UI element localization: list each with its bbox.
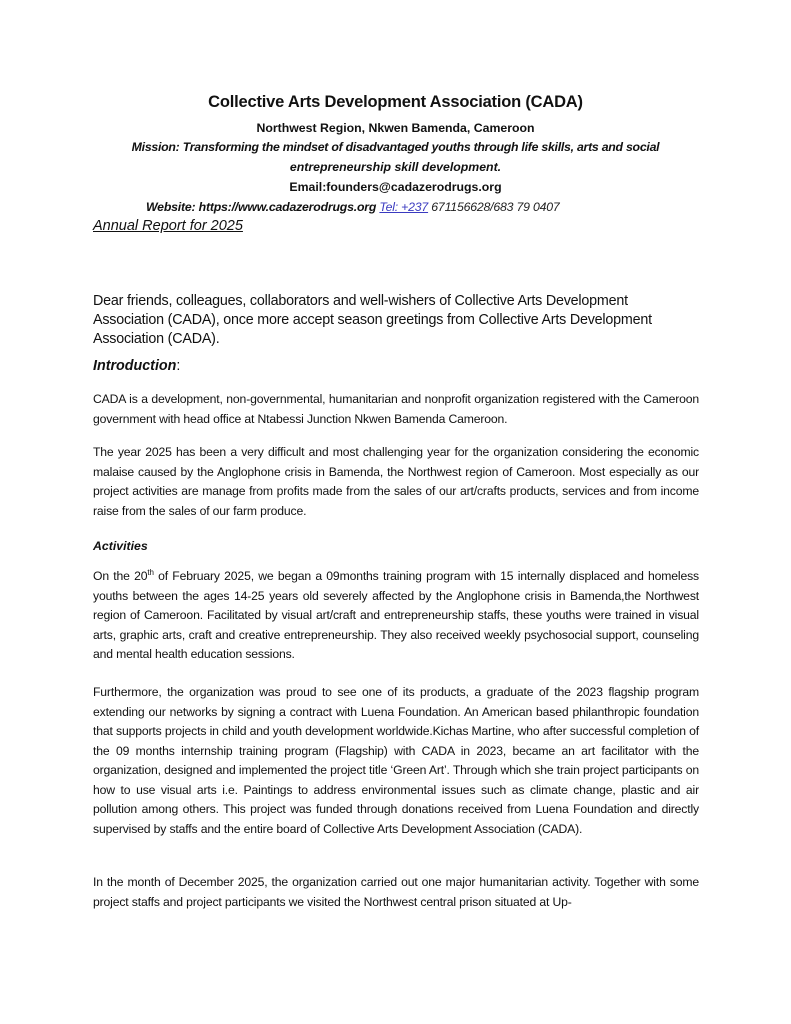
ordinal-suffix: th [147, 567, 154, 577]
introduction-heading-text: Introduction [93, 358, 177, 374]
contact-website-line [146, 200, 560, 214]
telephone-link[interactable]: Tel: +237 [379, 200, 429, 214]
activities-paragraph-3: In the month of December 2025, the organization carried out one major humanitarian activity. Together with some project staffs and project participants we visited the Northwest central prison situated at Up- [93, 875, 699, 909]
organization-region: Northwest Region, Nkwen Bamenda, Cameroon [256, 121, 535, 135]
activities-paragraph-1 [93, 567, 699, 665]
activities-p1-start: On the 20 [93, 569, 148, 583]
introduction-heading [93, 358, 180, 374]
activities-paragraph-2: Furthermore, the organization was proud to see one of its products, a graduate of the 2023 flagship program extending our networks by signing a contract with Luena Foundation. An American based philanthropic foundation that supports projects in child and youth development worldwide.Kichas Martine, who after successful completion of the 09 months internship training program (Flagship) with CADA in 2023, became an art facilitator with the organization, designed and implemented the project title ‘Green Art’. Through which she train project participants on how to use visual arts i.e. Paintings to address environmental issues such as climate change, plastic and air pollution among others. This project was funded through donations received from Luena Foundation and directly supervised by staffs and the entire board of Collective Arts Development Association (CADA). [93, 685, 699, 836]
greeting-paragraph: Dear friends, colleagues, collaborators and well-wishers of Collective Arts Development Association (CADA), once more accept season greetings from Collective Arts Development Association (CADA). [93, 293, 652, 347]
organization-title: Collective Arts Development Association (CADA) [208, 93, 583, 111]
contact-email: Email:founders@cadazerodrugs.org [289, 180, 502, 194]
introduction-paragraph-1: CADA is a development, non-governmental, humanitarian and nonprofit organization registered with the Cameroon government with head office at Ntabessi Junction Nkwen Bamenda Cameroon. [93, 392, 699, 426]
activities-heading: Activities [93, 539, 148, 553]
mission-statement-line-1: Mission: Transforming the mindset of disadvantaged youths through life skills, arts and social [131, 140, 660, 154]
mission-statement-line-2: entrepreneurship skill development. [289, 160, 502, 174]
report-title: Annual Report for 2025 [93, 218, 243, 234]
introduction-paragraph-2: The year 2025 has been a very difficult and most challenging year for the organization considering the economic malaise caused by the Anglophone crisis in Bamenda, the Northwest region of Cameroon. Most especially as our project activities are manage from profits made from the sales of our art/crafts products, services and from income raise from the sales of our farm produce. [93, 445, 699, 518]
website-url: Website: https://www.cadazerodrugs.org [146, 200, 377, 214]
activities-p1-rest: of February 2025, we began a 09months training program with 15 internally displaced and homeless youths between the ages 14-25 years old severely affected by the Anglophone crisis in Bamenda,the Northwest region of Cameroon. Facilitated by visual art/craft and entrepreneurship staffs, these youths were trained in visual arts, graphic arts, craft and creative entrepreneurship. They also received weekly psychosocial support, counseling and mental health education sessions. [93, 569, 699, 661]
phone-numbers: 671156628/683 79 0407 [431, 200, 560, 214]
heading-colon: : [176, 358, 181, 374]
